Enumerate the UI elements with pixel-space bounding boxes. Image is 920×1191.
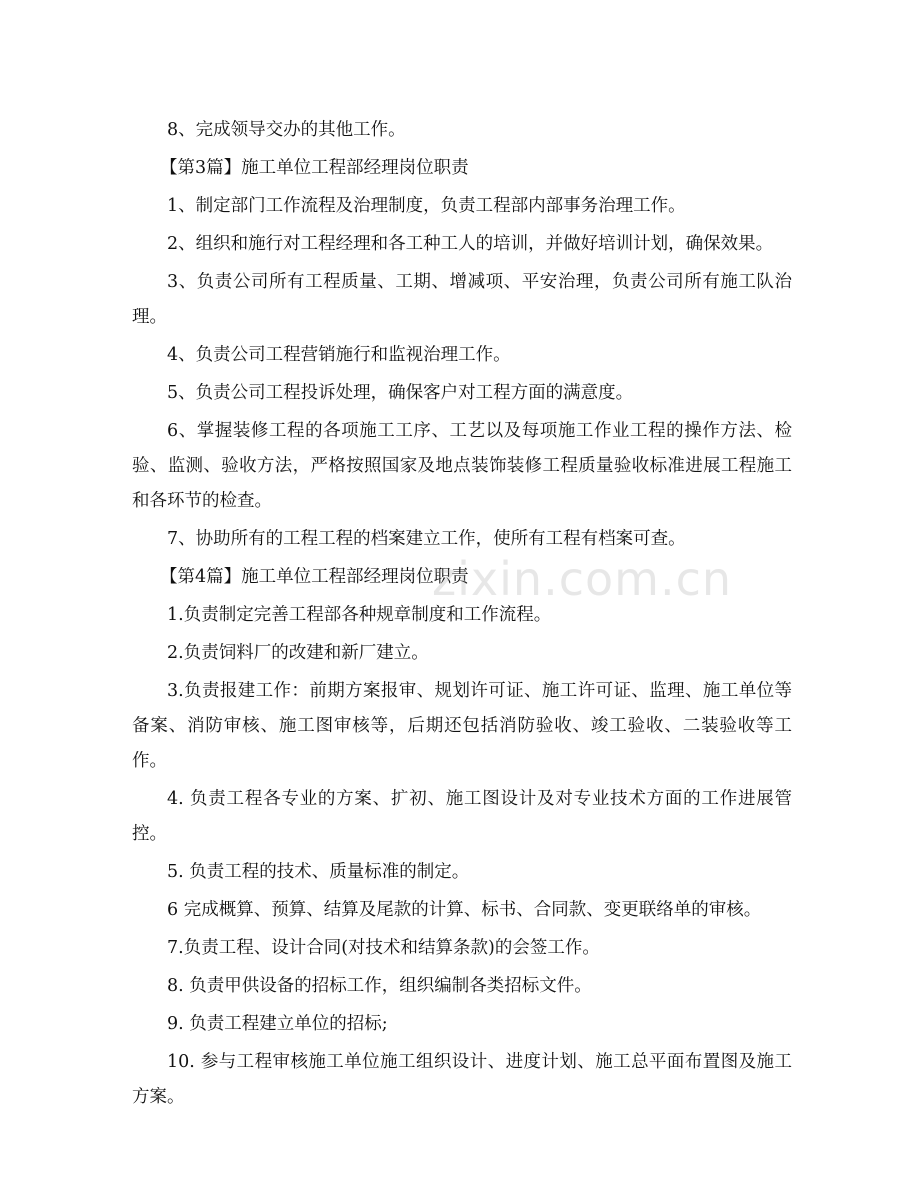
paragraph-item: 10. 参与工程审核施工单位施工组织设计、进度计划、施工总平面布置图及施工方案。 bbox=[132, 1052, 792, 1107]
paragraph-item: 7.负责工程、设计合同(对技术和结算条款)的会签工作。 bbox=[167, 938, 600, 958]
paragraph-item: 6、掌握装修工程的各项施工工序、工艺以及每项施工作业工程的操作方法、检验、监测、验收方法，严格按照国家及地点装饰装修工程质量验收标准进展工程施工和各环节的检查。 bbox=[132, 421, 792, 511]
section-heading-4: 【第4篇】施工单位工程部经理岗位职责 bbox=[160, 567, 469, 587]
section-heading-3: 【第3篇】施工单位工程部经理岗位职责 bbox=[160, 158, 469, 178]
paragraph-item: 4、负责公司工程营销施行和监视治理工作。 bbox=[167, 345, 511, 365]
paragraph-item: 6 完成概算、预算、结算及尾款的计算、标书、合同款、变更联络单的审核。 bbox=[167, 900, 762, 920]
paragraph-item: 7、协助所有的工程工程的档案建立工作，使所有工程有档案可查。 bbox=[167, 529, 686, 549]
paragraph-item: 1、制定部门工作流程及治理制度，负责工程部内部事务治理工作。 bbox=[167, 196, 686, 216]
paragraph-item: 1.负责制定完善工程部各种规章制度和工作流程。 bbox=[167, 605, 552, 625]
watermark-text: zixin.com.cn bbox=[432, 552, 733, 606]
paragraph-item-8: 8、完成领导交办的其他工作。 bbox=[167, 120, 406, 140]
paragraph-item: 4. 负责工程各专业的方案、扩初、施工图设计及对专业技术方面的工作进展管控。 bbox=[132, 789, 792, 844]
paragraph-item: 3.负责报建工作：前期方案报审、规划许可证、施工许可证、监理、施工单位等备案、消防审核、施工图审核等，后期还包括消防验收、竣工验收、二装验收等工作。 bbox=[132, 681, 792, 771]
paragraph-item: 3、负责公司所有工程质量、工期、增减项、平安治理，负责公司所有施工队治理。 bbox=[132, 272, 792, 327]
paragraph-item: 5、负责公司工程投诉处理，确保客户对工程方面的满意度。 bbox=[167, 383, 634, 403]
paragraph-item: 2.负责饲料厂的改建和新厂建立。 bbox=[167, 643, 429, 663]
paragraph-item: 2、组织和施行对工程经理和各工种工人的培训，并做好培训计划，确保效果。 bbox=[167, 234, 774, 254]
paragraph-item: 9. 负责工程建立单位的招标; bbox=[167, 1014, 388, 1034]
paragraph-item: 8. 负责甲供设备的招标工作，组织编制各类招标文件。 bbox=[167, 976, 592, 996]
document-body bbox=[132, 113, 792, 1118]
paragraph-item: 5. 负责工程的技术、质量标准的制定。 bbox=[167, 862, 470, 882]
